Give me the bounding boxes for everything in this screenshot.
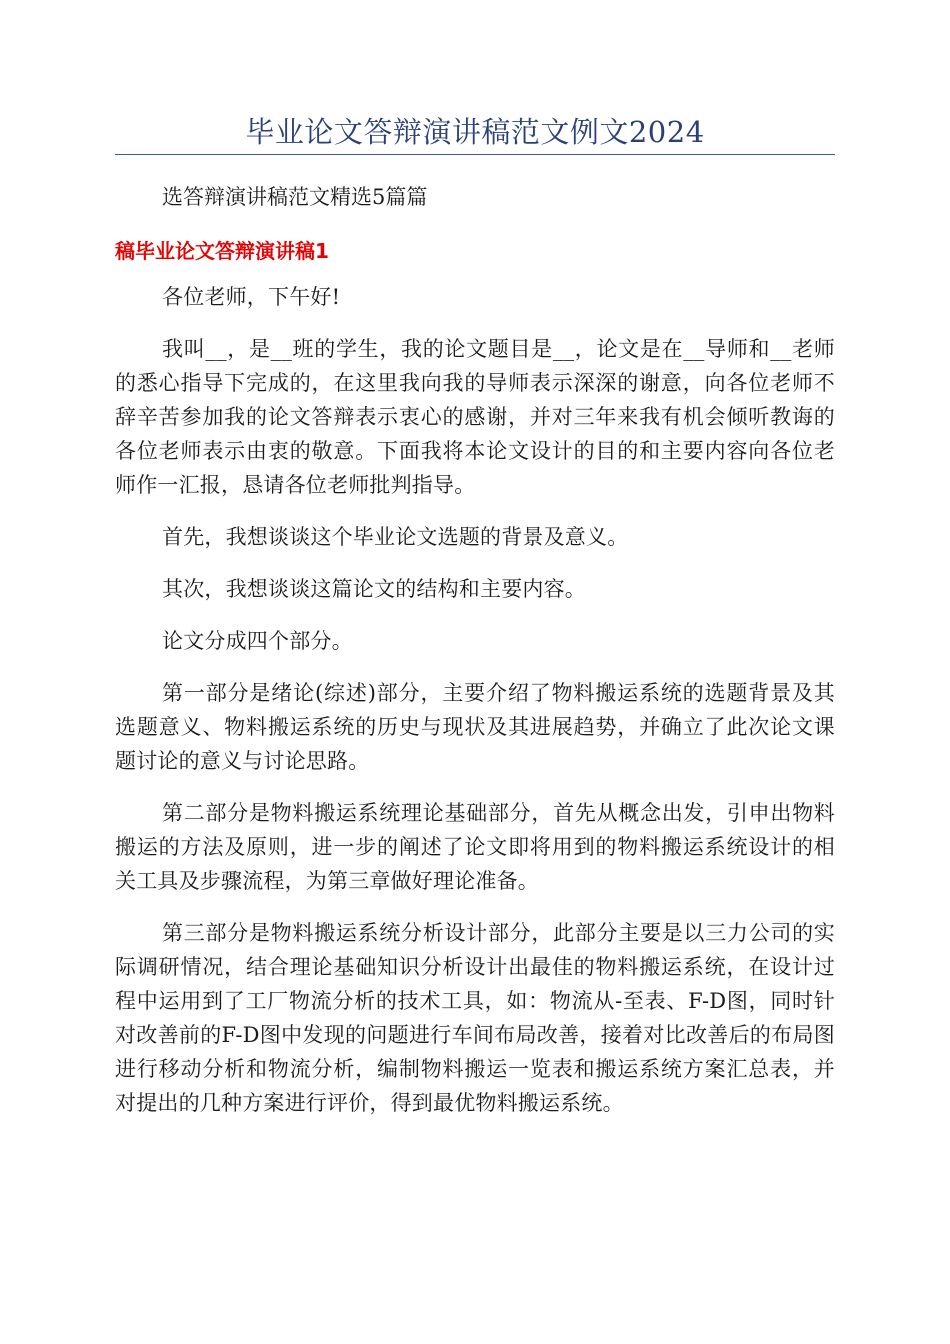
document-body (115, 180, 835, 1120)
paragraph-structure: 其次，我想谈谈这篇论文的结构和主要内容。 (162, 577, 586, 601)
document-subtitle: 选答辩演讲稿范文精选5篇篇 (162, 185, 428, 209)
paragraph-part-one: 第一部分是绪论(综述)部分，主要介绍了物料搬运系统的选题背景及其选题意义、物料搬运系统的历史与现状及其进展趋势，并确立了此次论文课题讨论的意义与讨论思路。 (115, 681, 835, 773)
paragraph-introduction: 我叫__，是__班的学生，我的论文题目是__，论文是在__导师和__老师的悉心指导下完成的，在这里我向我的导师表示深深的谢意，向各位老师不辞辛苦参加我的论文答辩表示衷心的感谢，并对三年来我有机会倾听教诲的各位老师表示由衷的敬意。下面我将本论文设计的目的和主要内容向各位老师作一汇报，恳请各位老师批判指导。 (115, 337, 835, 497)
document-title: 毕业论文答辩演讲稿范文例文2024 (245, 115, 705, 149)
paragraph-parts: 论文分成四个部分。 (162, 629, 353, 653)
title-underline (115, 154, 835, 155)
section-heading: 稿毕业论文答辩演讲稿1 (115, 239, 329, 263)
paragraph-part-two: 第二部分是物料搬运系统理论基础部分，首先从概念出发，引申出物料搬运的方法及原则，进一步的阐述了论文即将用到的物料搬运系统设计的相关工具及步骤流程，为第三章做好理论准备。 (115, 801, 835, 893)
paragraph-background: 首先，我想谈谈这个毕业论文选题的背景及意义。 (162, 525, 629, 549)
paragraph-part-three: 第三部分是物料搬运系统分析设计部分，此部分主要是以三力公司的实际调研情况，结合理论基础知识分析设计出最佳的物料搬运系统，在设计过程中运用到了工厂物流分析的技术工具，如：物流从-至表、F-D图，同时针对改善前的F-D图中发现的问题进行车间布局改善，接着对比改善后的布局图进行移动分析和物流分析，编制物料搬运一览表和搬运系统方案汇总表，并对提出的几种方案进行评价，得到最优物料搬运系统。 (115, 921, 835, 1115)
paragraph-greeting: 各位老师，下午好! (162, 285, 341, 309)
